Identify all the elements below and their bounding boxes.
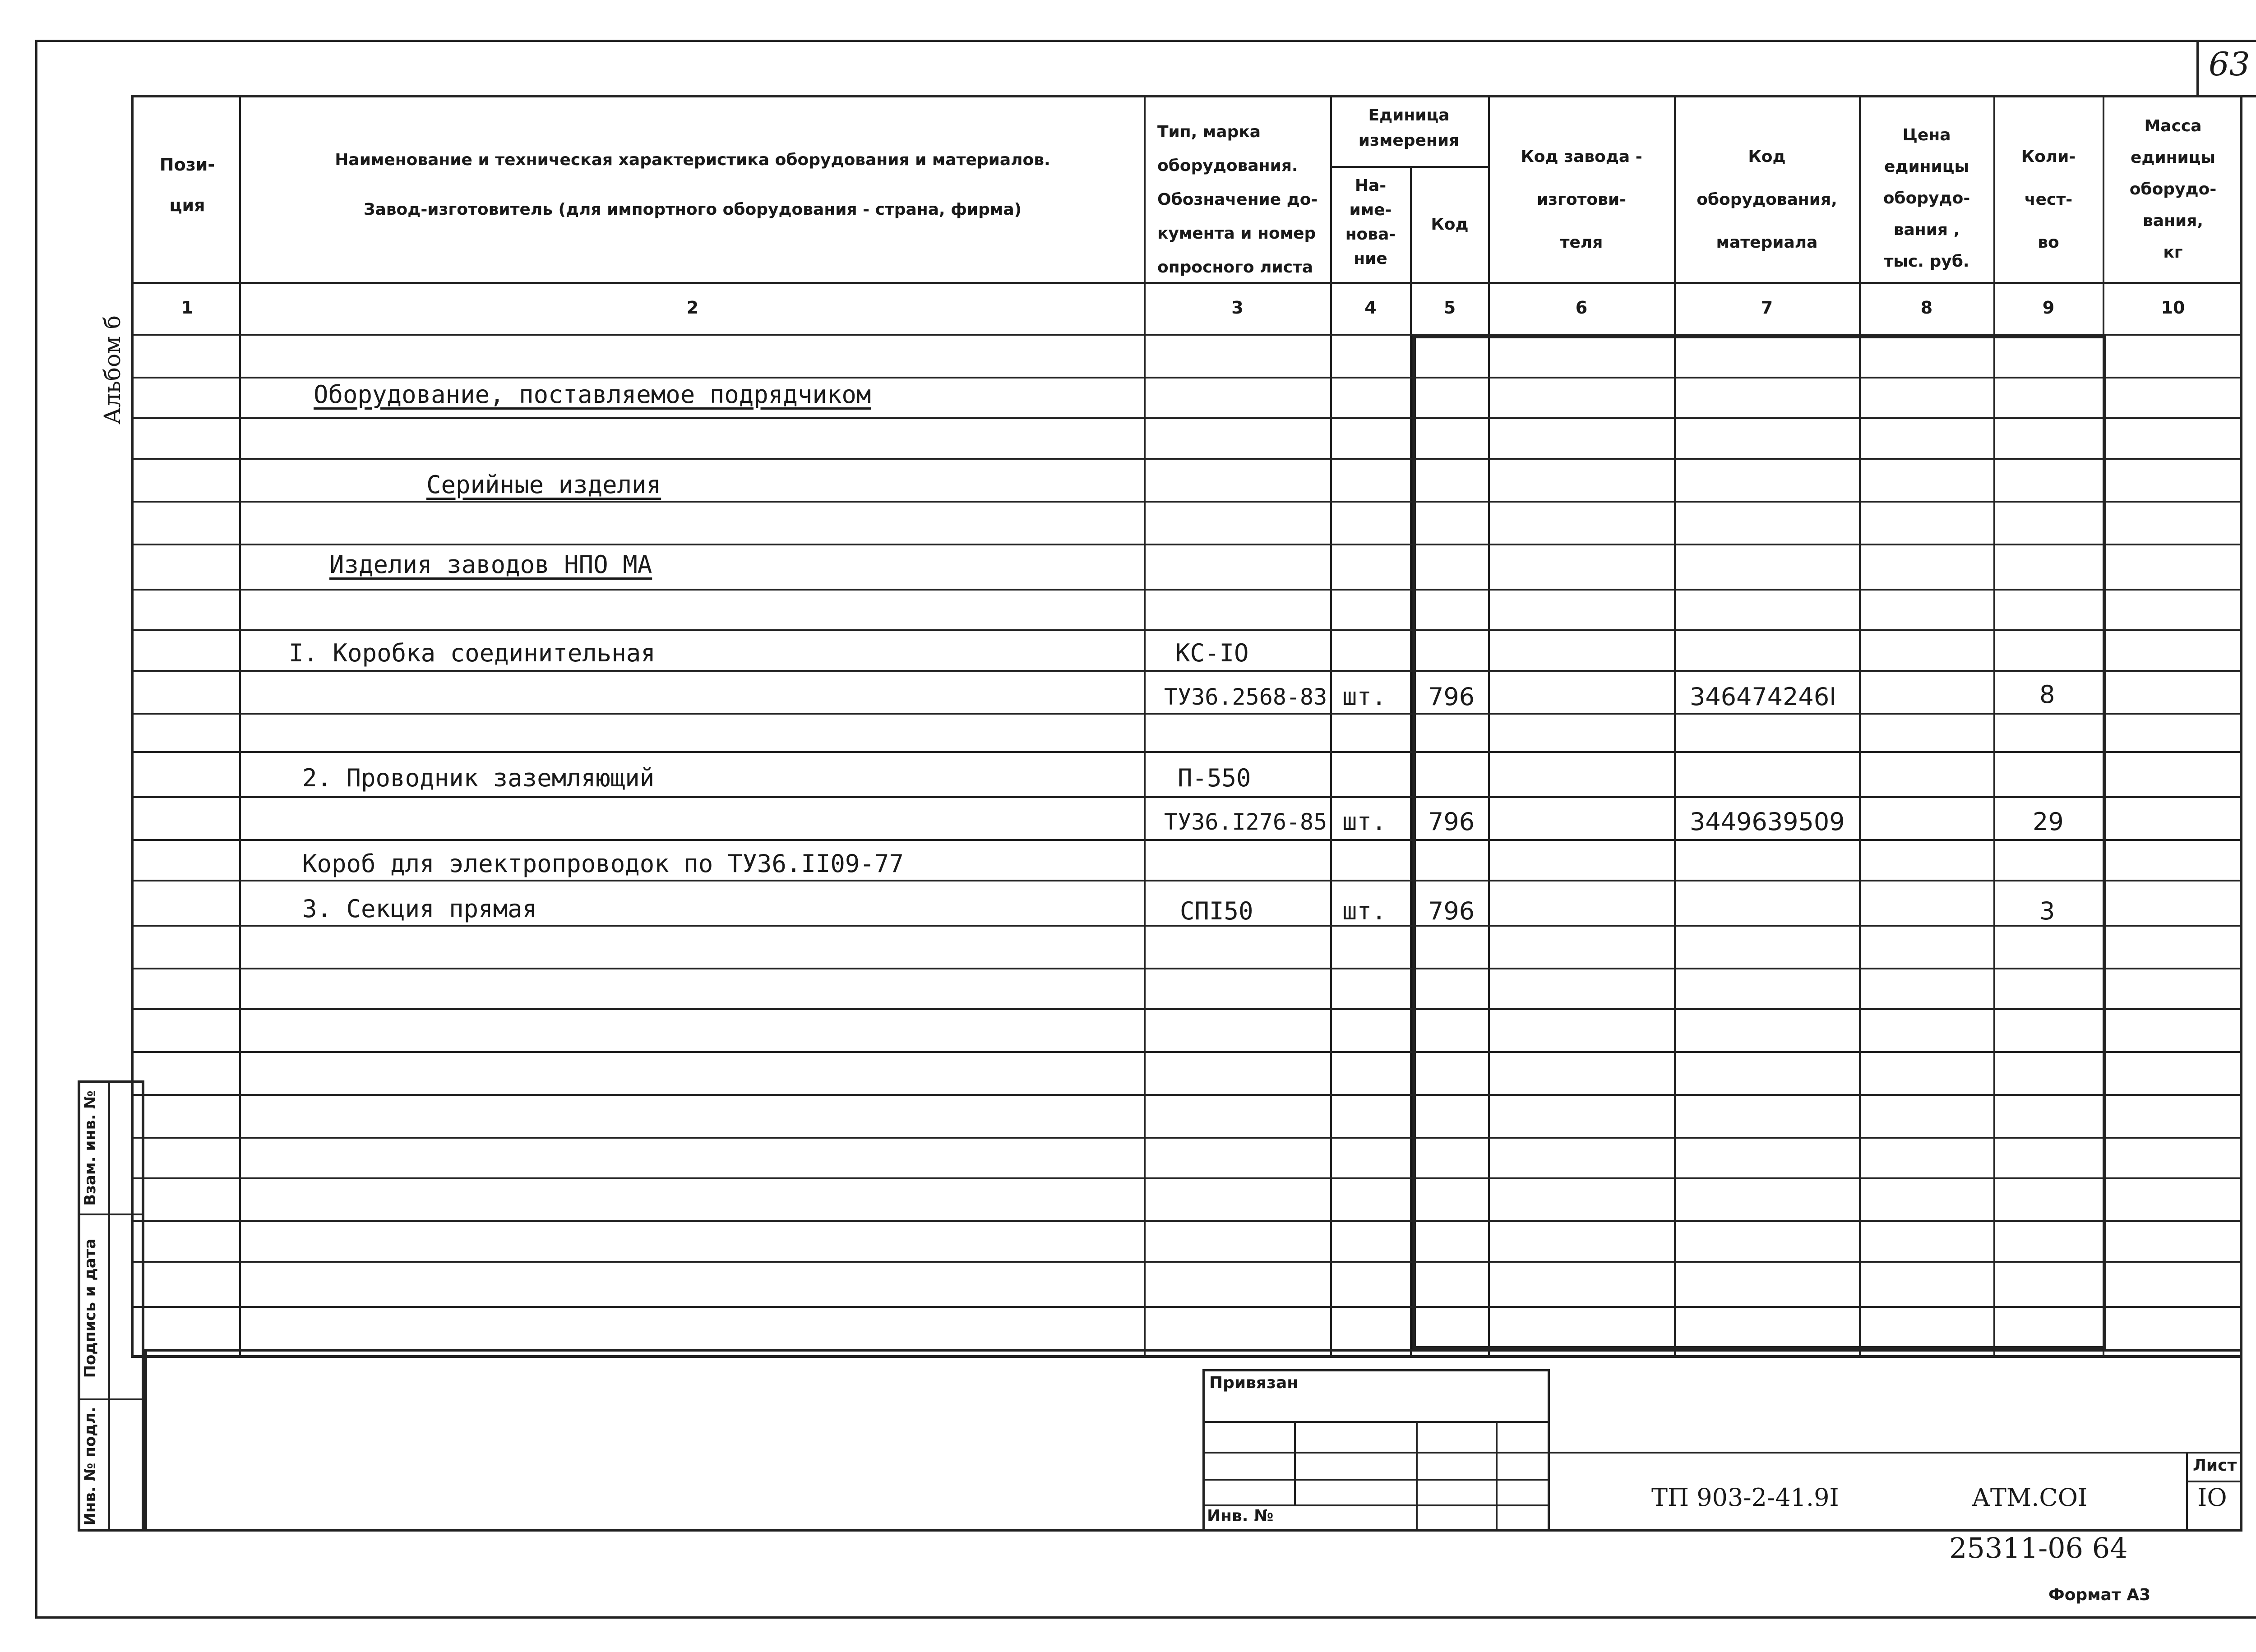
header-name: Наименование и техническая характеристика оборудования и материалов. Завод-изготовитель (для импортного оборудования - страна, фирма) (335, 151, 1050, 219)
privyazan-line-1 (1202, 1421, 1550, 1423)
row-line (131, 751, 2242, 753)
side-stamp-divider (108, 1080, 110, 1532)
privyazan-line-3 (1202, 1479, 1550, 1481)
section-title: Оборудование, поставляемое подрядчиком (314, 380, 871, 409)
stamp-vzam: Взам. инв. № (81, 1090, 99, 1206)
subsection-npo: Изделия заводов НПО МА (329, 550, 652, 579)
row-line (131, 1220, 2242, 1222)
stamp-podpis: Подпись и дата (81, 1238, 99, 1378)
privyazan-line-2 (1202, 1452, 1550, 1454)
item3-unit-code: 796 (1428, 897, 1475, 925)
item2-unit: шт. (1342, 808, 1387, 836)
privyazan-label: Привязан (1209, 1374, 1299, 1392)
col-line-2 (1144, 95, 1146, 1358)
row-line (131, 1008, 2242, 1010)
item1-unit-code: 796 (1428, 683, 1475, 711)
colnum-4: 4 (1364, 298, 1377, 318)
header-price: Цена единицы оборудо- вания , тыс. руб. (1883, 126, 1970, 271)
item3-name: 3. Секция прямая (302, 895, 537, 923)
item2-qty: 29 (2033, 808, 2064, 836)
item1-code: 346474246I (1690, 683, 1837, 711)
stamp-inv: Инв. № подл. (81, 1407, 99, 1526)
row-line (131, 670, 2242, 672)
row-line (131, 1261, 2242, 1263)
header-plant-code: Код завода - изготови- теля (1521, 148, 1642, 252)
header-position: Пози- ция (159, 155, 215, 215)
colnum-9: 9 (2042, 298, 2055, 318)
title-block (144, 1349, 2242, 1532)
header-equipment-code: Код оборудования, материала (1697, 148, 1837, 252)
colnum-6: 6 (1575, 298, 1588, 318)
colnum-2: 2 (686, 298, 699, 318)
page-number: 63 (2209, 45, 2250, 83)
format-label: Формат А3 (2048, 1586, 2151, 1604)
subsection-serial: Серийные изделия (426, 471, 661, 499)
row-line (131, 629, 2242, 631)
row-line (131, 839, 2242, 841)
row-line (131, 377, 2242, 378)
header-type: Тип, марка оборудования. Обозначение до- кумента и номер опросного листа (1157, 123, 1318, 277)
colnum-7: 7 (1761, 298, 1773, 318)
row-line (131, 544, 2242, 545)
doc-mark: АТМ.COI (1972, 1483, 2088, 1512)
doc-code: ТП 903-2-41.9I (1651, 1483, 1839, 1512)
item2-type: П-550 (1178, 764, 1251, 792)
unit-sub-divider (1330, 166, 1488, 168)
sheet-number: IO (2197, 1483, 2227, 1512)
row-line (131, 968, 2242, 969)
item3-type: СПI50 (1180, 897, 1253, 925)
item3-unit: шт. (1342, 897, 1387, 925)
privyazan-line-4 (1202, 1504, 1550, 1506)
row-line (131, 589, 2242, 591)
header-unit-code: Код (1431, 215, 1469, 234)
item2-name: 2. Проводник заземляющий (302, 764, 655, 792)
inv-no-label: Инв. № (1207, 1507, 1274, 1525)
colnum-5: 5 (1443, 298, 1456, 318)
bottom-number: 25311-06 64 (1949, 1532, 2128, 1564)
row-line (131, 1051, 2242, 1053)
sheet-label-line (2186, 1481, 2242, 1482)
item1-qty: 8 (2039, 680, 2055, 709)
header-mass: Масса единицы оборудо- вания, кг (2129, 117, 2217, 262)
item2-unit-code: 796 (1428, 808, 1475, 836)
row-line (131, 417, 2242, 419)
header-unit-group: Единица измерения (1358, 106, 1460, 150)
doc-code-line (1550, 1452, 2242, 1454)
sheet-label: Лист (2193, 1456, 2237, 1475)
colnum-10: 10 (2161, 298, 2185, 318)
bold-region (1412, 335, 2106, 1350)
privyazan-v3 (1496, 1421, 1498, 1532)
item3-qty: 3 (2039, 897, 2055, 925)
row-line (131, 1306, 2242, 1308)
privyazan-v2 (1416, 1421, 1418, 1532)
row-line (131, 501, 2242, 503)
col-line-1 (239, 95, 241, 1358)
colnum-8: 8 (1920, 298, 1933, 318)
box-note: Короб для электропроводок по ТУ36.II09-77 (302, 849, 904, 878)
sheet-divider (2186, 1452, 2188, 1532)
row-line (131, 1177, 2242, 1179)
album-label: Альбом б (99, 315, 125, 425)
item2-doc: ТУ36.I276-85 (1164, 809, 1327, 835)
col-line-3 (1330, 95, 1332, 1358)
item1-doc: ТУ36.2568-83 (1164, 684, 1327, 710)
row-line (131, 880, 2242, 881)
item1-type: КС-IO (1175, 639, 1249, 667)
colnum-3: 3 (1231, 298, 1244, 318)
item1-unit: шт. (1342, 683, 1387, 711)
header-unit-name: На- име- нова- ние (1345, 176, 1396, 268)
row-line (131, 458, 2242, 460)
row-line (131, 796, 2242, 798)
row-line (131, 1094, 2242, 1096)
header-quantity: Коли- чест- во (2021, 148, 2076, 252)
row-line (131, 1137, 2242, 1139)
privyazan-v1 (1294, 1421, 1296, 1504)
item1-name: I. Коробка соединительная (289, 639, 656, 667)
colnum-1: 1 (181, 298, 194, 318)
row-line (131, 713, 2242, 715)
item2-code: 3449639509 (1690, 808, 1845, 836)
